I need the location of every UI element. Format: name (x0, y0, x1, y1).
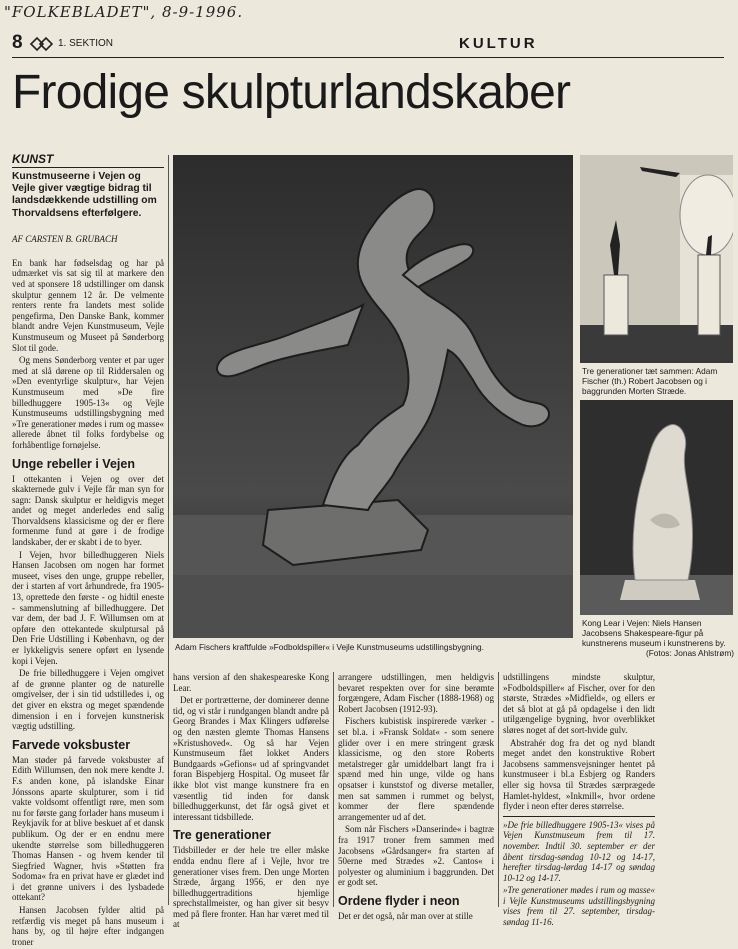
column-divider (498, 672, 499, 907)
info-paragraph: »Tre generationer mødes i rum og masse« i Vejle Kunstmuseums udstillingsbygning vises frem til 27. september, tirsdag-søndag 11-16. (503, 885, 655, 928)
side-caption-2: Kong Lear i Vejen: Niels Hansen Jacobsens Shakespeare-figur på kunstnerens museum i kunstnerens by. (582, 618, 726, 648)
paragraph: hans version af den shakespeareske Kong Lear. (173, 672, 329, 693)
subhead-tre-generationer: Tre generationer (173, 828, 271, 843)
main-photo-fodboldspiller (173, 155, 573, 638)
info-paragraph: »De frie billedhuggere 1905-13« vises på Vejen Kunstmuseum frem til 17. november. Indtil 30. september er der åbent tirsdag-søndag 10-12 og 14-17, herefter tirsdag-lørdag 14-17 og søndag 10-12 og 14-17. (503, 819, 655, 883)
paragraph: I Vejen, hvor billedhuggeren Niels Hansen Jacobsen om nogen har formet museet, vises den unge, gruppe rebeller, der i starten af vort århundrede, fra 1905-13, oprettede den første - og hidtil eneste - sammenslutning af billedhuggere. Det var dem, der bad J. F. Willumsen om at opføre den ottekantede skulptursal på Den Frie Udstilling i København, og der er lykkeligvis senere opført en lysende kopi i Vejen. (12, 549, 164, 666)
paragraph: En bank har fødselsdag og har på udmærket vis sat sig til at markere den ved at sponsere 18 udstillinger om dansk skulptur gennem 12 år. De velmente renters rente fra landets mest solide pengefirma, Den Danske Bank, kommer blandt andre Vejen Kunstmuseum, Vejle Kunstmuseum og Museet på Sønderborg Slot til gode. (12, 257, 164, 353)
paragraph: Det er det også, når man over at stille (338, 910, 473, 921)
paragraph: Man støder på farvede voksbuster af Edith Willumsen, den nok mere kendte J. F.s anden kone, på islandske Einar Jónssons aparte skulpturer, som i tid vakte voldsomt offentligt røre, men som nu for første gang forlader hans museum i Reykjavík for at blive beskuet af et dansk publikum. Og der er en endnu mere ukendte størrelse som billedhuggeren Thomas Hansen - og hvem kender til Siegfried Wagner, hvis »Støtten fra Sodoma« fra en privat have er glædet ind i det grønne univers i des lysbadede ottekant? (12, 754, 164, 903)
column-divider (168, 155, 169, 905)
section-label: 1. SEKTION (58, 38, 114, 49)
lead-paragraph: Kunstmuseerne i Vejen og Vejle giver vægtige bidrag til landsdækkende udstilling om Thorvaldsens efterfølgere. (12, 171, 157, 219)
column-2 (173, 672, 329, 932)
byline: AF CARSTEN B. GRUBACH (12, 233, 118, 244)
paragraph: udstillingens mindste skulptur, »Fodboldspiller« af Fischer, over for den største, Strædes »Midfield«, og ellers er det så blot at gå på opdagelse i den lidt utilgængelige bygning, hvor overblikket sløres noget af det sort-hvide gulv. (503, 672, 655, 735)
paragraph: Fischers kubistisk inspirerede værker - set bl.a. i »Fransk Soldat« - som senere glider over i en mere stringent græsk klassicisme, og den store Roberts metalstreger går umiddelbart langt fra i spænd med hin unge, vilde og hans opsatser i kunststof og diverse metaller, men sat sammen i rummet og belyst, kommer der flere spændende arrangementer ud af det. (338, 716, 494, 822)
column-1 (12, 152, 164, 949)
page-number: 8 (12, 32, 23, 53)
side-photo-tre-generationer (580, 155, 733, 363)
paragraph: Og mens Sønderborg venter et par uger med at slå dørene op til Riddersalen og »Den eventyrlige skulptur«, har Vejen Kunstmuseum med »De fire billedhuggere 1905-13« og Vejle Kunstmuseums udstillingsbygning med »Tre generationer mødes i rum og masse« allerede åbnet til folks fordybelse og forhåbentlige fornøjelse. (12, 355, 164, 450)
paragraph: Hansen Jacobsen fylder altid på retfærdig vis meget på hans museum i hans by, og til højre efter indgangen troner (12, 905, 164, 947)
photo-credit: (Fotos: Jonas Ahlstrøm) (645, 648, 734, 658)
paragraph: I ottekanten i Vejen og over det skakternede gulv i Vejle får man syn for sagn: Dansk skulptur er heldigvis meget andet og meget anderledes end salig Thorvaldsens klassicisme og der er flere formenme fund at gøre i de frodige landskaber, der er skabt i de to byer. (12, 473, 164, 548)
paragraph: De frie billedhuggere i Vejen omgivet af de grønne planter og de naturelle omgivelser, der i sin tid udstilledes i, og det giver en ekstra og meget spændende dimension i en i forvejen kunstnerisk vægtig udstilling. (12, 668, 164, 732)
side-photo-kong-lear (580, 400, 733, 615)
column-4 (503, 672, 655, 930)
section-logo-icon (29, 36, 55, 57)
page-header (12, 34, 724, 56)
side-caption-1: Tre generationer tæt sammen: Adam Fischer (th.) Robert Jacobsen og i baggrunden Morten Stræde. (582, 366, 718, 396)
column-3 (338, 672, 494, 923)
kicker: KUNST (12, 152, 164, 168)
subhead-farvede-voksbuster: Farvede voksbuster (12, 737, 131, 752)
subhead-unge-rebeller: Unge rebeller i Vejen (12, 456, 135, 471)
category-label: KULTUR (459, 35, 538, 52)
subhead-ordene-flyder: Ordene flyder i neon (338, 893, 460, 908)
paragraph: arrangere udstillingen, men heldigvis bevaret respekten over for sine berømte forgængere, Adam Fischer (1888-1968) og Robert Jacobsen (1912-93). (338, 672, 494, 714)
paragraph: Det er portrætterne, der dominerer denne tid, og vi står i rundgangen blandt andre på Georg Brandes i Max Klingers udførelse og den næsten glemte Thomas Hansens »Kristushoved«. Og så har Vejen Kunstmuseum fået lokket Anders Bundgaards »Gefions« ud af springvandet foran Bispebjerg Hospital. Og museet får ikke blot vist mange kunstnere fra en væsentlig tid inden for dansk billedhuggerkunst, det får også givet et interessant tidsbillede. (173, 695, 329, 822)
paragraph: Tidsbilleder er der hele tre eller måske endda endnu flere af i Vejle, hvor tre generationer vises frem. Den unge Morten Stræde, årgang 1956, er den nye billedhuggertraditions hjemlige sprechstallmeister, og han giver sit besyv med på flere fronter. Han har været med til at (173, 845, 329, 930)
handwritten-date-note: "FOLKEBLADET", 8-9-1996. (4, 3, 244, 21)
column-divider (333, 672, 334, 907)
paragraph: Abstrahér dog fra det og nyd blandt meget andet den konstruktive Robert Jacobsens sammensvejsninger hentet på kunstmuseer i bl.a Esbjerg og Randers eller sig hovsa til Strædes særprægede Hamlet-hyldest, »Inkmill«, hvor ordene flyder i neon efter deres størrelse. (503, 737, 655, 812)
headline: Frodige skulpturlandskaber (12, 66, 571, 119)
header-rule (12, 57, 724, 58)
main-photo-caption: Adam Fischers kraftfulde »Fodboldspiller« i Vejle Kunstmuseums udstillingsbygning. (175, 642, 484, 652)
paragraph: Som når Fischers »Danserinde« i bagtræ fra 1917 troner frem sammen med Jacobsens »Gårdsanger« fra starten af 50erne med Strædes »2. Cantos« i polyester og aluminium i baggrunden. Det er godt set. (338, 824, 494, 888)
